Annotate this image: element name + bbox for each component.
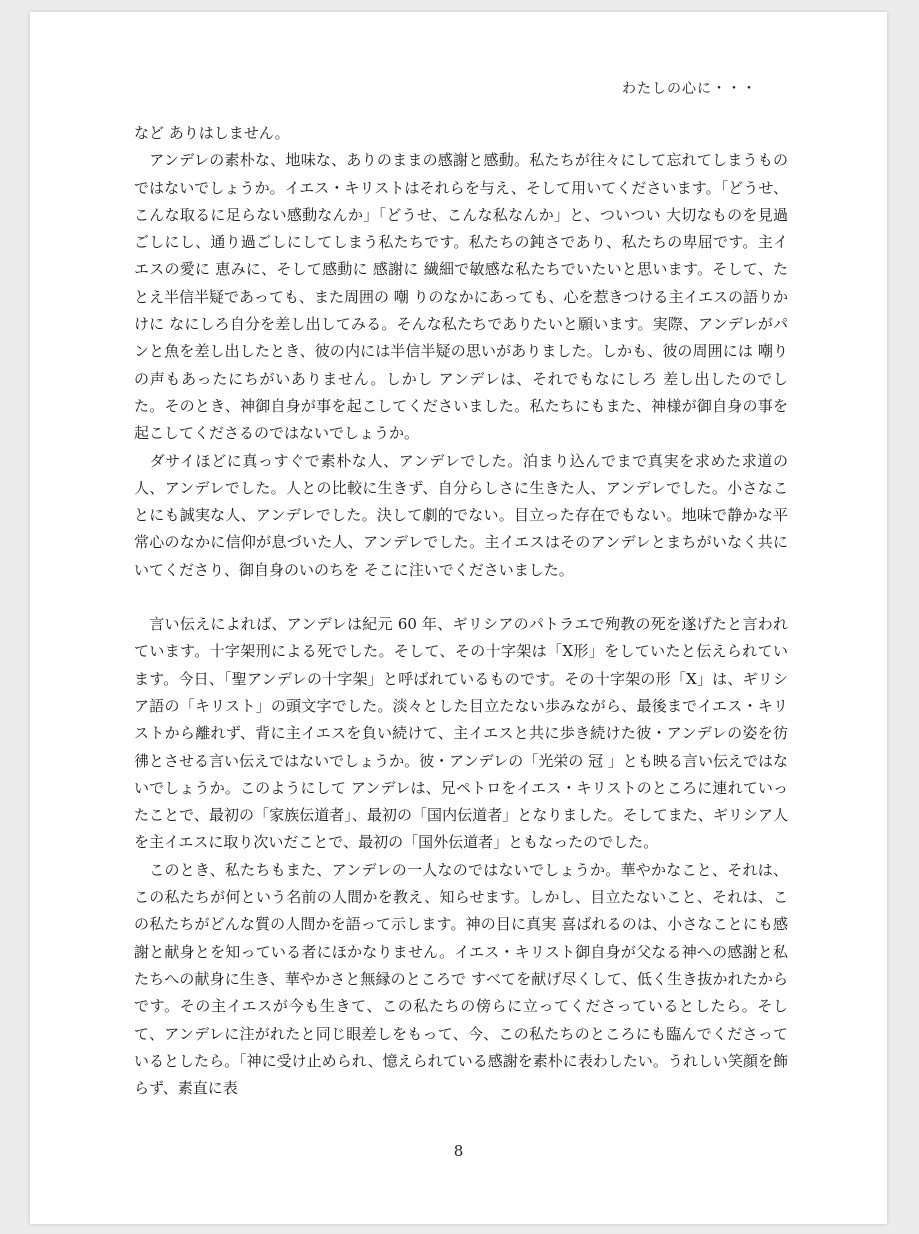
- page-number: 8: [453, 1142, 464, 1160]
- paragraph-1: など ありはしません。: [134, 124, 290, 142]
- paragraph-spacer: [134, 584, 788, 611]
- running-header: わたしの心に・・・: [622, 81, 757, 97]
- paragraph-4: 言い伝えによれば、アンデレは紀元 60 年、ギリシアのパトラエで殉教の死を遂げたと言われています。十字架刑による死でした。そして、その十字架は「X形」をしていたと伝えられています。今日、「聖アンデレの十字架」と呼ばれているものです。その十字架の形「X」は、ギリシア語の「キリスト」の頭文字でした。淡々とした目立たない歩みながら、最後までイエス・キリストから離れず、背に主イエスを負い続けて、主イエスと共に歩き続けた彼・アンデレの姿を彷彿とさせる言い伝えではないでしょうか。彼・アンデレの「光栄の 冠 」とも映る言い伝えではないでしょうか。このようにして アンデレは、兄ペトロをイエス・キリストのところに連れていったことで、最初の「家族伝道者」、最初の「国内伝道者」となりました。そしてまた、ギリシア人を主イエスに取り次いだことで、最初の「国外伝道者」ともなったのでした。: [134, 615, 788, 852]
- paragraph-5: このとき、私たちもまた、アンデレの一人なのではないでしょうか。華やかなこと、それは、この私たちが何という名前の人間かを教え、知らせます。しかし、目立たないこと、それは、この私たちがどんな質の人間かを語って示します。神の目に真実 喜ばれるのは、小さなことにも感謝と献身とを知っている者にほかなりません。イエス・キリスト御自身が父なる神への感謝と私たちへの献身に生き、華やかさと無縁のところで すべてを献げ尽くして、低く生き抜かれたからです。その主イエスが今も生きて、この私たちの傍らに立ってくださっているとしたら。そして、アンデレに注がれたと同じ眼差しをもって、今、この私たちのところにも臨んでくださっているとしたら。「神に受け止められ、憶えられている感謝を素朴に表わしたい。うれしい笑顔を飾らず、素直に表: [134, 860, 788, 1098]
- paragraph-3: ダサイほどに真っすぐで素朴な人、アンデレでした。泊まり込んでまで真実を求めた求道の人、アンデレでした。人との比較に生きず、自分らしさに生きた人、アンデレでした。小さなことにも誠実な人、アンデレでした。決して劇的でない。目立った存在でもない。地味で静かな平常心のなかに信仰が息づいた人、アンデレでした。主イエスはそのアンデレとまちがいなく共にいてくださり、御自身のいのちを そこに注いでくださいました。: [134, 451, 788, 579]
- body-text: [134, 120, 788, 1102]
- paragraph-2: アンデレの素朴な、地味な、ありのままの感謝と感動。私たちが往々にして忘れてしまうものではないでしょうか。イエス・キリストはそれらを与え、そして用いてくださいます。「どうせ、こんな取るに足らない感動なんか」「どうせ、こんな私なんか」と、ついつい 大切なものを見過ごしにし、通り過ごしにしてしまう私たちです。私たちの鈍さであり、私たちの卑屈です。主イエスの愛に 恵みに、そして感動に 感謝に 繊細で敏感な私たちでいたいと思います。そして、たとえ半信半疑であっても、また周囲の 嘲 りのなかにあっても、心を惹きつける主イエスの語りかけに なにしろ自分を差し出してみる。そんな私たちでありたいと願います。実際、アンデレがパンと魚を差し出したとき、彼の内には半信半疑の思いがありました。しかも、彼の周囲には 嘲りの声もあったにちがいありません。しかし アンデレは、それでもなにしろ 差し出したのでした。そのとき、神御自身が事を起こしてくださいました。私たちにもまた、神様が御自身の事を起こしてくださるのではないでしょうか。: [134, 151, 788, 443]
- document-page: [30, 12, 887, 1224]
